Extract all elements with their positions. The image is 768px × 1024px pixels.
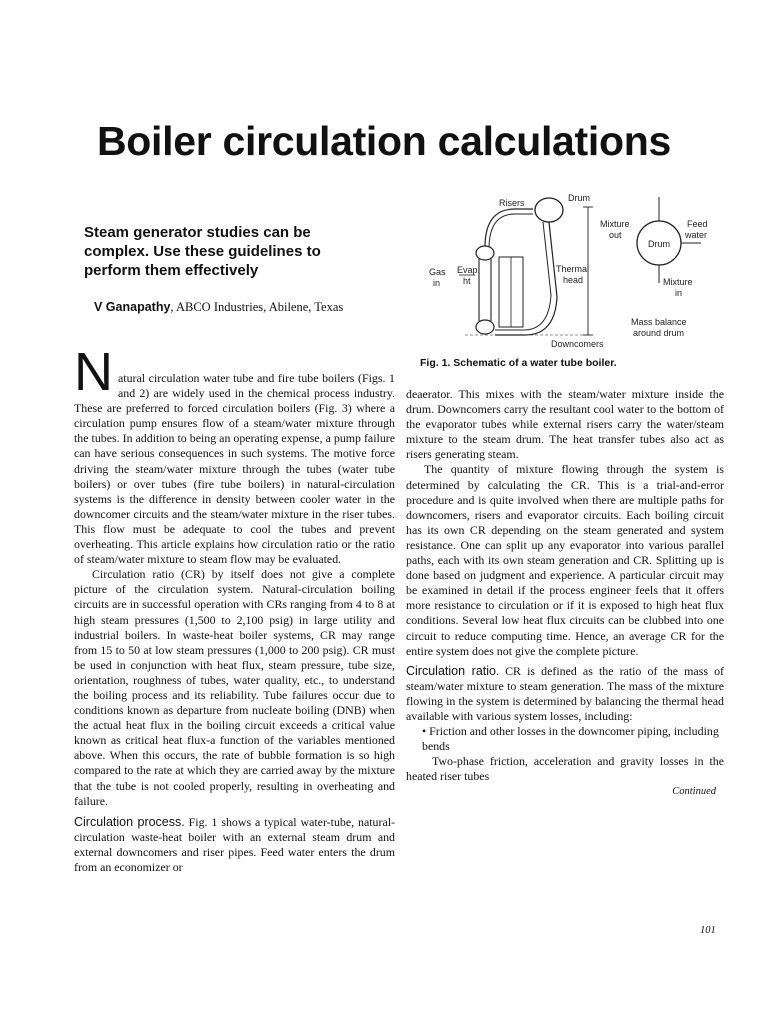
figure-1-schematic bbox=[425, 187, 737, 347]
label-mixture-in-2: in bbox=[675, 288, 683, 298]
paragraph-intro bbox=[74, 342, 395, 567]
label-mixture-out-2: out bbox=[609, 230, 622, 240]
figure-caption: Fig. 1. Schematic of a water tube boiler. bbox=[420, 357, 617, 369]
label-around-drum: around drum bbox=[633, 328, 685, 338]
paragraph-circulation-process bbox=[74, 815, 395, 875]
left-column bbox=[74, 342, 396, 875]
label-risers: Risers bbox=[499, 198, 525, 208]
section-heading: Circulation ratio bbox=[406, 663, 496, 678]
label-gas-in: in bbox=[433, 278, 441, 288]
label-head: head bbox=[563, 275, 584, 285]
label-evap: Evap. bbox=[457, 265, 481, 275]
lower-header bbox=[476, 320, 494, 334]
author-affiliation: , ABCO Industries, Abilene, Texas bbox=[170, 300, 344, 314]
drop-cap: N bbox=[74, 342, 113, 402]
label-feed-water: water bbox=[685, 230, 708, 240]
article-title: Boiler circulation calculations bbox=[97, 118, 671, 164]
riser-pipe-inner bbox=[489, 214, 533, 249]
steam-drum-left bbox=[535, 198, 563, 222]
paragraph-cr: Circulation ratio (CR) by itself does not give a complete picture of the circulation system. Natural-circulation boiling circuits are in successful operation with CRs ranging from 4 to 8 at high steam pressures (1,500 to 2,100 psig) in large utility and industrial boilers. In waste-heat boiler systems, CR may range from 15 to 50 at low steam pressures (1,000 to 200 psig). CR must be used in conjunction with heat flux, steam pressure, tube size, orientation, roughness of tubes, water quality, etc., to understand the boiling process and its reliability. Tube failures occur due to conditions known as departure from nucleate boiling (DNB) when the actual heat flux in the boiling circuit exceeds a critical value known as critical heat flux-a function of the variables mentioned above. When this occurs, the rate of bubble formation is so high compared to the rate at which they are carried away by the mixture that the tube is not cooled properly, resulting in overheating and failure. bbox=[74, 567, 395, 808]
paragraph-quantity: The quantity of mixture flowing through the system is determined by calculating the CR. This is a trial-and-error procedure and is quite involved when there are multiple paths for downcomers, risers and evaporator circuits. Each boiling circuit has its own CR depending on the steam generated and system resistance. One can split up any evaporator into various parallel paths, each with its own steam generation and CR. Splitting up is done based on judgment and experience. A particular circuit may be examined in detail if the process engineer feels that it offers more resistance to circulation or if it is exposed to high heat flux conditions. Several low heat flux circuits can be clubbed into one circuit to reduce computing time. Hence, an average CR for the entire system does not give the complete picture. bbox=[406, 462, 724, 658]
author-name: V Ganapathy bbox=[94, 300, 171, 314]
label-downcomers: Downcomers bbox=[551, 339, 604, 347]
continued-label: Continued bbox=[672, 786, 716, 798]
article-dek: Steam generator studies can be complex. Use these guidelines to perform them effectively bbox=[84, 224, 321, 279]
label-thermal: Thermal bbox=[556, 264, 590, 274]
downcomer-pipe bbox=[495, 222, 557, 335]
label-mixture-out: Mixture bbox=[600, 219, 630, 229]
paragraph-circulation-process-text: Fig. 1 shows a typical water-tube, natural-circulation waste-heat boiler with an external steam drum and external downcomers and riser pipes. Feed water enters the drum from an economizer or bbox=[74, 814, 396, 874]
list-item: • Friction and other losses in the downcomer piping, including bends bbox=[422, 724, 719, 754]
paragraph-deaerator: deaerator. This mixes with the steam/water mixture inside the drum. Downcomers carry the resultant cool water to the bottom of the evaporator tubes while external risers carry the water/steam mixture to the steam drum. The heat transfer tubes also act as risers generating steam. bbox=[406, 387, 724, 462]
label-mass-balance: Mass balance bbox=[631, 317, 687, 327]
upper-header bbox=[476, 246, 494, 260]
list-item bbox=[406, 754, 724, 784]
right-column bbox=[406, 387, 724, 800]
label-drum-left: Drum bbox=[568, 193, 590, 203]
paragraph-intro-text: atural circulation water tube and fire tube boilers (Figs. 1 and 2) are widely used in the chemical process industry. These are preferred to forced circulation boilers (Fig. 3) where a circulation pump ensures flow of a steam/water mixture through the tubes. In addition to being an operating expense, a pump failure can have serious consequences in such systems. The motive force driving the steam/water mixture through the tubes (water tube boilers) or over tubes (fire tube boilers) in natural-circulation systems is the difference in density between cooler water in the downcomer circuits and the steam/water mixture in the riser tubes. This flow must be adequate to cool the tubes and prevent overheating. This article explains how circulation ratio or the ratio of steam/water mixture to steam flow may be evaluated. bbox=[74, 371, 395, 567]
label-mixture-in: Mixture bbox=[663, 277, 693, 287]
paragraph-circulation-ratio bbox=[406, 664, 724, 724]
label-drum-right: Drum bbox=[648, 239, 670, 249]
page-number: 101 bbox=[700, 925, 716, 936]
paragraph-circulation-ratio-text: . CR is defined as the ratio of the mass of steam/water mixture to steam generation. The mass of the mixture flowing in the system is determined by balancing the thermal head available with various system losses, including: bbox=[406, 663, 724, 723]
label-feed: Feed bbox=[687, 219, 708, 229]
byline bbox=[94, 300, 343, 315]
label-gas: Gas bbox=[429, 267, 446, 277]
list-item-text: Two-phase friction, acceleration and gravity losses in the heated riser tubes bbox=[406, 754, 724, 784]
section-heading: Circulation process. bbox=[74, 814, 185, 829]
label-evap-ht: ht bbox=[463, 276, 471, 286]
